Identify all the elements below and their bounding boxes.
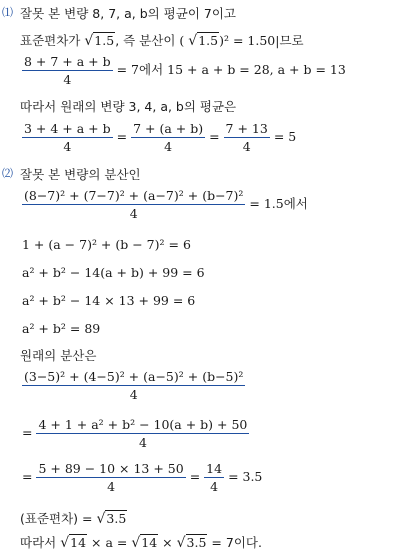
section2-marker: ⑵ [2,167,13,180]
s2-varfrac2-num: 4 + 1 + a² + b² − 10(a + b) + 50 [38,417,248,432]
s2-var3: = $\frac{5 + 89 - 10 \times 13 + 50}{4}$ = $\frac{14}{4}$ = 3.5 [22,461,263,494]
s1-frac1-after: = 7에서 15 + a + b = 28, a + b = 13 [116,62,346,77]
s2-frac-after: = 1.5에서 [249,196,308,211]
s2-final-rad1: 14 [70,535,87,550]
s2-var-eq [22,188,308,221]
s2-sd-line [20,509,127,527]
s1-mean-eq [22,54,346,87]
s1-frac1 [22,54,113,87]
s2-var-frac [22,369,245,402]
s1-eqfrac2-den: 4 [164,139,173,154]
s2-final-mid: × a = [91,535,128,550]
s1-line2-end: )² = 1.50|므로 [219,33,304,48]
s1-eqfrac1 [22,121,113,154]
s2-varfrac1-num: (3−5)² + (4−5)² + (a−5)² + (b−5)² [24,369,244,384]
s2-varfrac3-den: 4 [107,479,116,494]
sqrt-icon: √ [96,511,106,527]
section1-marker: ⑴ [2,6,13,19]
s2-varfrac1-den: 4 [129,387,138,402]
s2-eq4: a² + b² = 89 [22,321,101,336]
s1-eqfrac2 [131,121,205,154]
s2-line-var: 원래의 분산은 [20,348,97,363]
s1-rad1: 1.5 [94,33,115,48]
s1-eqfrac1-num: 3 + 4 + a + b [24,121,111,136]
s2-final-rad3: 3.5 [186,535,207,550]
s1-line2 [20,31,304,49]
s2-varfrac3 [36,461,185,494]
s2-final-label: 따라서 [20,535,57,550]
s1-eqfrac3-den: 4 [242,139,251,154]
s2-frac [22,188,245,221]
s2-final-end: = 7이다. [211,535,262,550]
s1-eqfrac3 [224,121,270,154]
s1-sd-label: 표준편차가 [20,33,81,48]
sqrt-icon: √ [176,535,186,551]
s1-rad2: 1.5 [198,33,219,48]
s2-eq1: 1 + (a − 7)² + (b − 7)² = 6 [22,237,191,252]
s1-eqfrac3-num: 7 + 13 [225,121,268,136]
s2-final-line: 따라서 √14 × a = √14 × √3.5 = 7이다. [20,535,262,551]
s2-var2: = $\frac{\text{4 + 1 + a² + b² − 10(a + b) + 50}}{4}$ [22,417,248,450]
s2-varfrac2 [36,417,249,450]
s1-eqfrac1-den: 4 [63,139,72,154]
s1-result-eq: $\frac{3 + 4 + a + b}{4}$ = $\frac{7 + (a + b)}{4}$ = $\frac{7 + 13}{4}$ = 5 [24,121,297,154]
sqrt-icon: √ [60,535,70,551]
s1-line1: 잘못 본 변량 8, 7, a, b의 평균이 7이고 [20,6,236,21]
s2-var-result: = 3.5 [228,469,263,484]
sqrt-icon: √ [131,535,141,551]
s2-final-rad2: 14 [141,535,158,550]
s1-eq-result: = 5 [273,129,297,144]
s1-eqfrac2-num: 7 + (a + b) [133,121,204,136]
s2-eq3: a² + b² − 14 × 13 + 99 = 6 [22,293,196,308]
s2-varfrac2-den: 4 [138,435,147,450]
s2-line1: 잘못 본 변량의 분산인 [20,167,141,182]
s2-eq2: a² + b² − 14(a + b) + 99 = 6 [22,265,205,280]
sqrt-icon: √ [188,33,198,49]
s2-sd-label: (표준편차) = [20,511,93,526]
s1-frac1-den: 4 [63,72,72,87]
s2-varfrac3-num: 5 + 89 − 10 × 13 + 50 [38,461,184,476]
s2-sd-rad: 3.5 [106,511,127,526]
s2-varfrac4-den: 4 [210,479,219,494]
s1-paren: ( [179,33,185,48]
s1-var-mid: , 즉 분산이 [115,33,176,48]
s1-frac1-num: 8 + 7 + a + b [24,54,111,69]
s2-varfrac1 [22,369,245,402]
s2-frac-den: 4 [129,206,138,221]
sqrt-icon: √ [84,33,94,49]
s2-varfrac4 [204,461,224,494]
s2-varfrac4-num: 14 [206,461,223,476]
s2-frac-num: (8−7)² + (7−7)² + (a−7)² + (b−7)² [24,188,244,203]
s1-line4: 따라서 원래의 변량 3, 4, a, b의 평균은 [20,99,237,114]
